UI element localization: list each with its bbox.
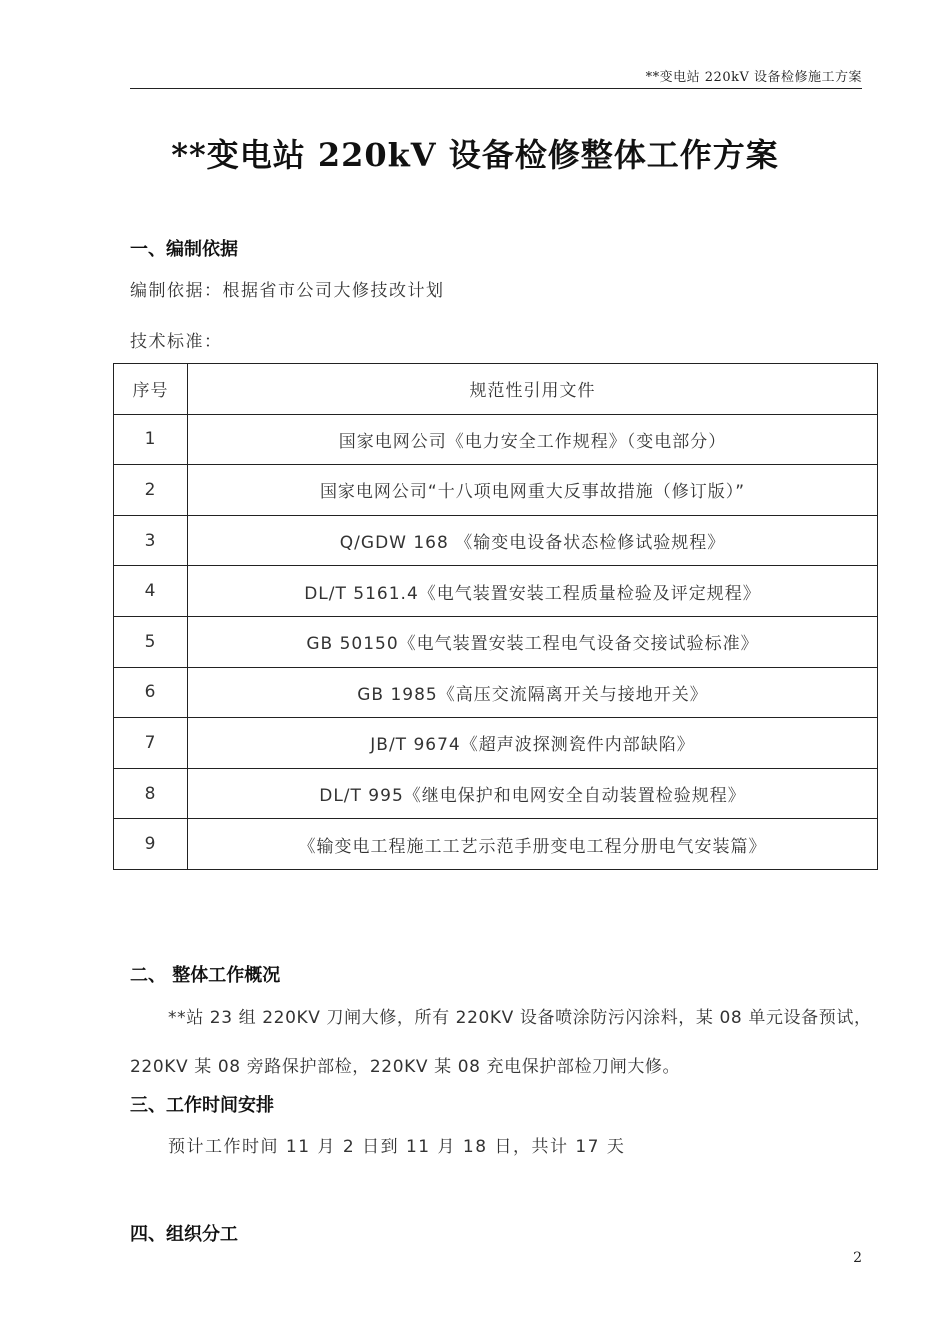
row-document: GB 50150《电气装置安装工程电气设备交接试验标准》 [188,616,878,667]
row-index: 2 [114,465,188,516]
schedule-text: 预计工作时间 11 月 2 日到 11 月 18 日，共计 17 天 [168,1137,626,1157]
section-1-heading: 一、编制依据 [130,239,238,260]
document-title: **变电站 220kV 设备检修整体工作方案 [171,136,779,174]
table-row [114,616,878,667]
standards-label: 技术标准： [130,332,223,352]
row-document: 《输变电工程施工工艺示范手册变电工程分册电气安装篇》 [188,819,878,870]
row-index: 7 [114,718,188,769]
table-row [114,465,878,516]
running-header: **变电站 220kV 设备检修施工方案 [645,70,862,85]
compilation-basis: 编制依据：根据省市公司大修技改计划 [130,281,445,301]
section-3-heading: 三、工作时间安排 [130,1095,274,1116]
table-row [114,566,878,617]
row-document: 国家电网公司《电力安全工作规程》（变电部分） [188,414,878,465]
section-4-heading: 四、组织分工 [130,1224,238,1245]
table-row [114,819,878,870]
row-document: JB/T 9674《超声波探测瓷件内部缺陷》 [188,718,878,769]
header-rule [130,88,862,89]
overview-line-1: **站 23 组 220KV 刀闸大修，所有 220KV 设备喷涂防污闪涂料，某 08 单元设备预试， [168,1008,872,1028]
table-header-row [114,364,878,415]
page-number: 2 [853,1250,862,1266]
row-index: 6 [114,667,188,718]
overview-line-2: 220KV 某 08 旁路保护部检，220KV 某 08 充电保护部检刀闸大修。 [130,1057,681,1077]
row-document: DL/T 995《继电保护和电网安全自动装置检验规程》 [188,768,878,819]
row-document: DL/T 5161.4《电气装置安装工程质量检验及评定规程》 [188,566,878,617]
row-index: 5 [114,616,188,667]
table-row [114,414,878,465]
table-row [114,768,878,819]
section-2-heading: 二、 整体工作概况 [130,965,281,986]
header-document: 规范性引用文件 [188,364,878,415]
standards-table [113,363,878,870]
row-document: GB 1985《高压交流隔离开关与接地开关》 [188,667,878,718]
table-row [114,515,878,566]
table-row [114,667,878,718]
table-row [114,718,878,769]
row-document: 国家电网公司“十八项电网重大反事故措施（修订版）” [188,465,878,516]
row-index: 3 [114,515,188,566]
header-index: 序号 [114,364,188,415]
row-index: 4 [114,566,188,617]
row-document: Q/GDW 168 《输变电设备状态检修试验规程》 [188,515,878,566]
row-index: 8 [114,768,188,819]
row-index: 9 [114,819,188,870]
row-index: 1 [114,414,188,465]
